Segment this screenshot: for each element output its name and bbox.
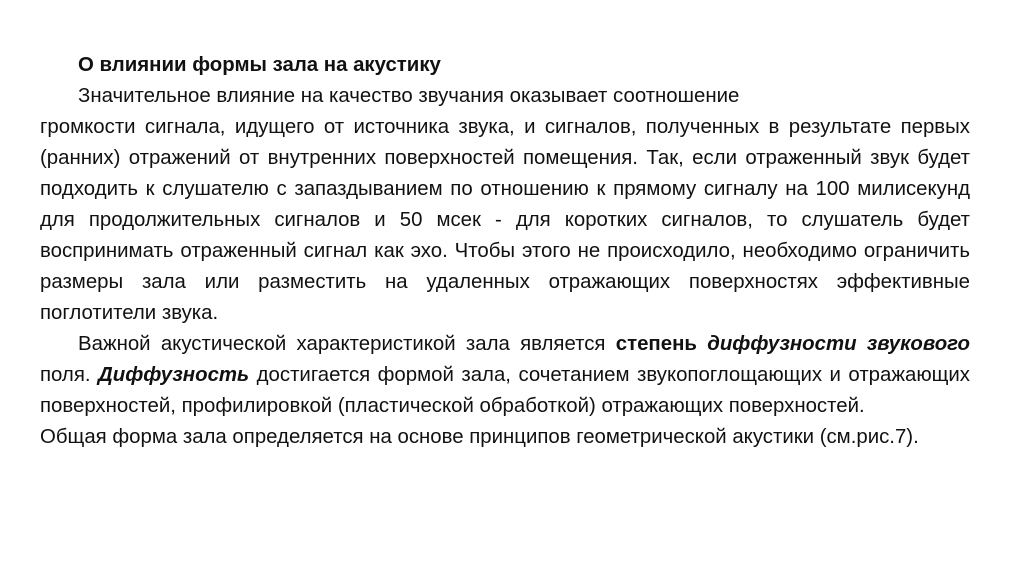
- paragraph-2-space: [697, 333, 707, 355]
- term-diffuznost: Диффузность: [98, 364, 250, 386]
- paragraph-3: Общая форма зала определяется на основе принципов геометрической акустики (см.рис.7).: [40, 426, 919, 448]
- paragraph-1-first-line: Значительное влияние на качество звучания оказывает соотношение: [78, 85, 740, 107]
- paragraph-2-rest: достигается формой зала, сочетанием звукопоглощающих и отражающих поверхностей, профилировкой (пластической обработкой) отражающих поверхностей.: [40, 364, 970, 417]
- paragraph-2-intro: Важной акустической характеристикой зала является: [78, 333, 616, 355]
- paragraph-2: [40, 329, 970, 422]
- term-diffuznosti: диффузности звукового: [707, 333, 970, 355]
- paragraph-1-body: громкости сигнала, идущего от источника звука, и сигналов, полученных в результате первых (ранних) отражений от внутренних поверхностей помещения. Так, если отраженный звук будет подходить к слушателю с запаздыванием по отношению к прямому сигналу на 100 милисекунд для продолжительных сигналов и 50 мсек - для коротких сигналов, то слушатель будет воспринимать отраженный сигнал как эхо. Чтобы этого не происходило, необходимо ограничить размеры зала или разместить на удаленных отражающих поверхностях эффективные поглотители звука.: [40, 116, 970, 324]
- paragraph-2-mid: поля.: [40, 364, 99, 386]
- section-heading: О влиянии формы зала на акустику: [78, 54, 441, 76]
- slide-content: [40, 50, 970, 453]
- term-stepen: степень: [615, 333, 697, 355]
